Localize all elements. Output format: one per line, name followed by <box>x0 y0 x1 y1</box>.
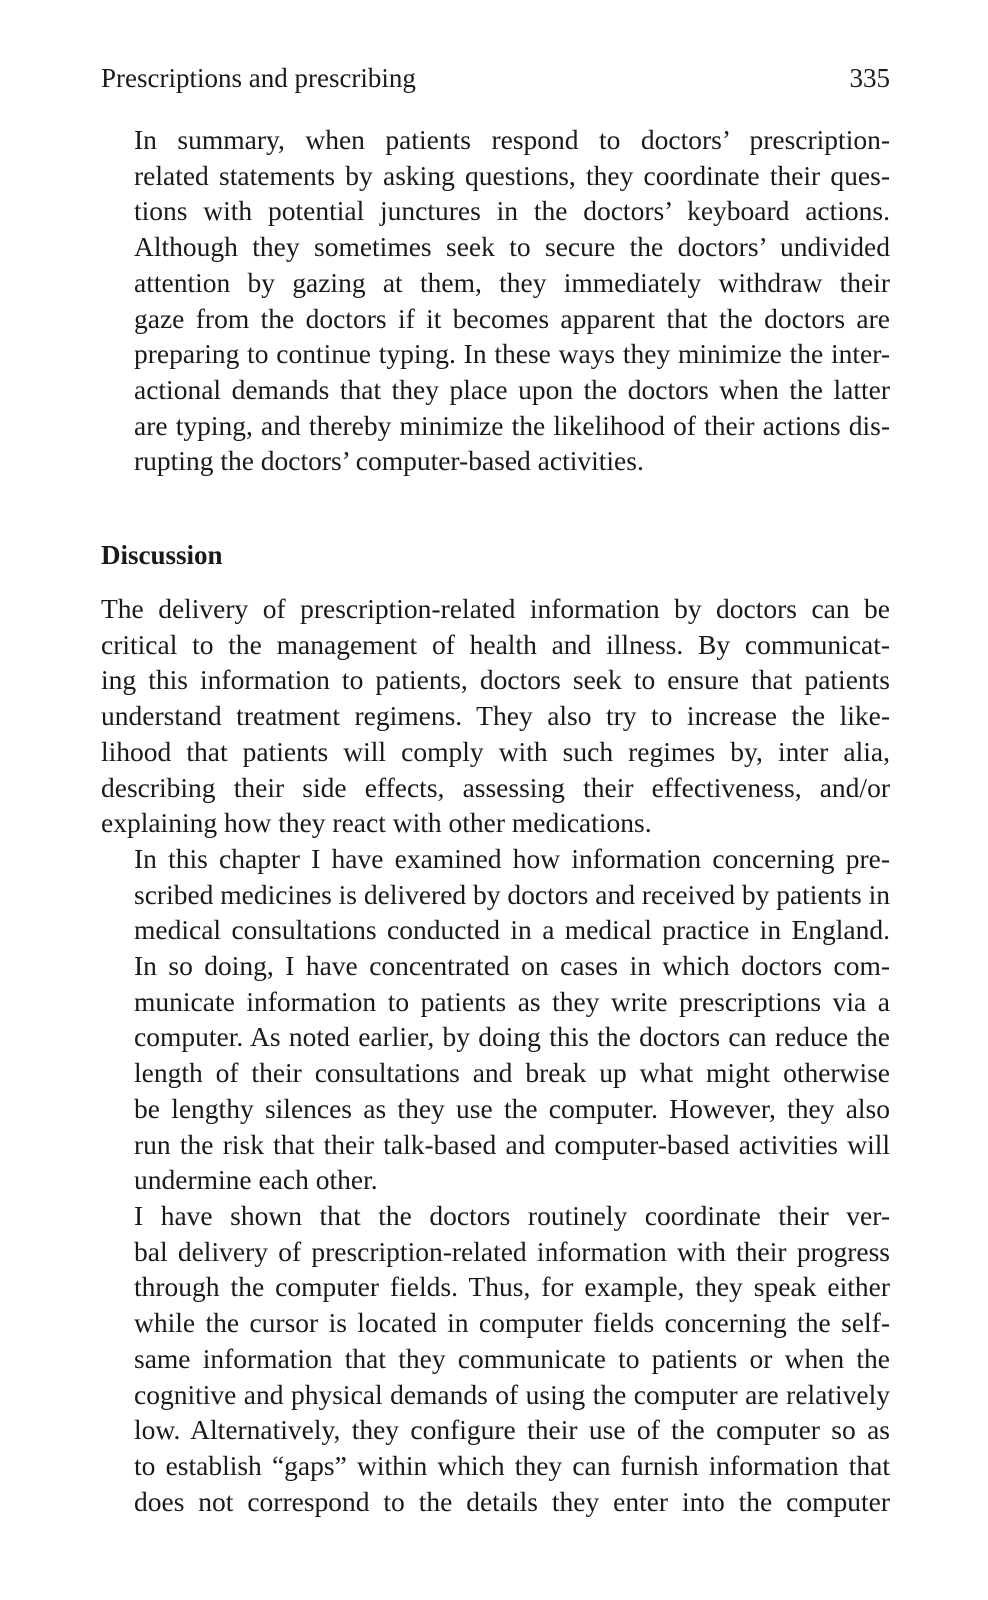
text-line: ing this information to patients, doctors seek to ensure that patients <box>101 664 890 696</box>
text-line: The delivery of prescription-related information by doctors can be <box>101 593 890 625</box>
text-line: while the cursor is located in computer fields concerning the self- <box>134 1307 890 1339</box>
text-line: related statements by asking questions, they coordinate their ques- <box>134 159 890 191</box>
text-line: bal delivery of prescription-related information with their progress <box>134 1235 890 1267</box>
text-line: medical consultations conducted in a medical practice in England. <box>134 914 890 946</box>
text-line: computer. As noted earlier, by doing this the doctors can reduce the <box>134 1021 890 1053</box>
book-page <box>101 60 890 1519</box>
text-line: be lengthy silences as they use the computer. However, they also <box>134 1092 890 1124</box>
text-line: rupting the doctors’ computer-based activities. <box>134 445 644 477</box>
running-head <box>101 60 890 96</box>
summary-paragraph <box>101 122 890 479</box>
running-title: Prescriptions and prescribing <box>101 63 416 93</box>
text-line: In so doing, I have concentrated on cases in which doctors com- <box>134 950 890 982</box>
text-line: cognitive and physical demands of using the computer are relatively <box>134 1378 890 1410</box>
discussion-paragraph-2 <box>101 841 890 1198</box>
text-line: understand treatment regimens. They also try to increase the like- <box>101 700 890 732</box>
text-line: describing their side effects, assessing their effectiveness, and/or <box>101 771 890 803</box>
text-line: attention by gazing at them, they immediately withdraw their <box>134 266 890 298</box>
discussion-paragraph-3 <box>101 1198 890 1519</box>
page-number: 335 <box>849 63 890 93</box>
text-line: actional demands that they place upon the doctors when the latter <box>134 373 890 405</box>
text-line: preparing to continue typing. In these ways they minimize the inter- <box>134 338 890 370</box>
text-line: low. Alternatively, they configure their use of the computer so as <box>134 1414 890 1446</box>
text-line: length of their consultations and break up what might otherwise <box>134 1057 890 1089</box>
text-line: same information that they communicate to patients or when the <box>134 1342 890 1374</box>
text-line: run the risk that their talk-based and computer-based activities will <box>134 1128 890 1160</box>
text-line: undermine each other. <box>134 1164 378 1196</box>
text-line: In summary, when patients respond to doctors’ prescription- <box>134 124 890 155</box>
text-line: tions with potential junctures in the doctors’ keyboard actions. <box>134 195 890 227</box>
text-line: through the computer fields. Thus, for example, they speak either <box>134 1271 890 1303</box>
text-line: municate information to patients as they write prescriptions via a <box>134 985 890 1017</box>
text-line: are typing, and thereby minimize the likelihood of their actions dis- <box>134 409 890 441</box>
text-line: gaze from the doctors if it becomes apparent that the doctors are <box>134 302 890 334</box>
text-line: In this chapter I have examined how information concerning pre- <box>134 842 890 874</box>
text-line: Although they sometimes seek to secure the doctors’ undivided <box>134 231 890 263</box>
text-line: to establish “gaps” within which they can furnish information that <box>134 1449 890 1481</box>
body-text <box>101 122 890 1519</box>
discussion-paragraph-1 <box>101 591 890 841</box>
text-line: scribed medicines is delivered by doctors and received by patients in <box>134 878 891 910</box>
text-line: explaining how they react with other medications. <box>101 807 652 839</box>
text-line: does not correspond to the details they enter into the computer <box>134 1485 890 1517</box>
text-line: I have shown that the doctors routinely coordinate their ver- <box>134 1199 890 1231</box>
text-line: critical to the management of health and illness. By communicat- <box>101 628 890 660</box>
text-line: lihood that patients will comply with such regimes by, inter alia, <box>101 735 890 767</box>
section-heading-discussion: Discussion <box>101 540 223 571</box>
